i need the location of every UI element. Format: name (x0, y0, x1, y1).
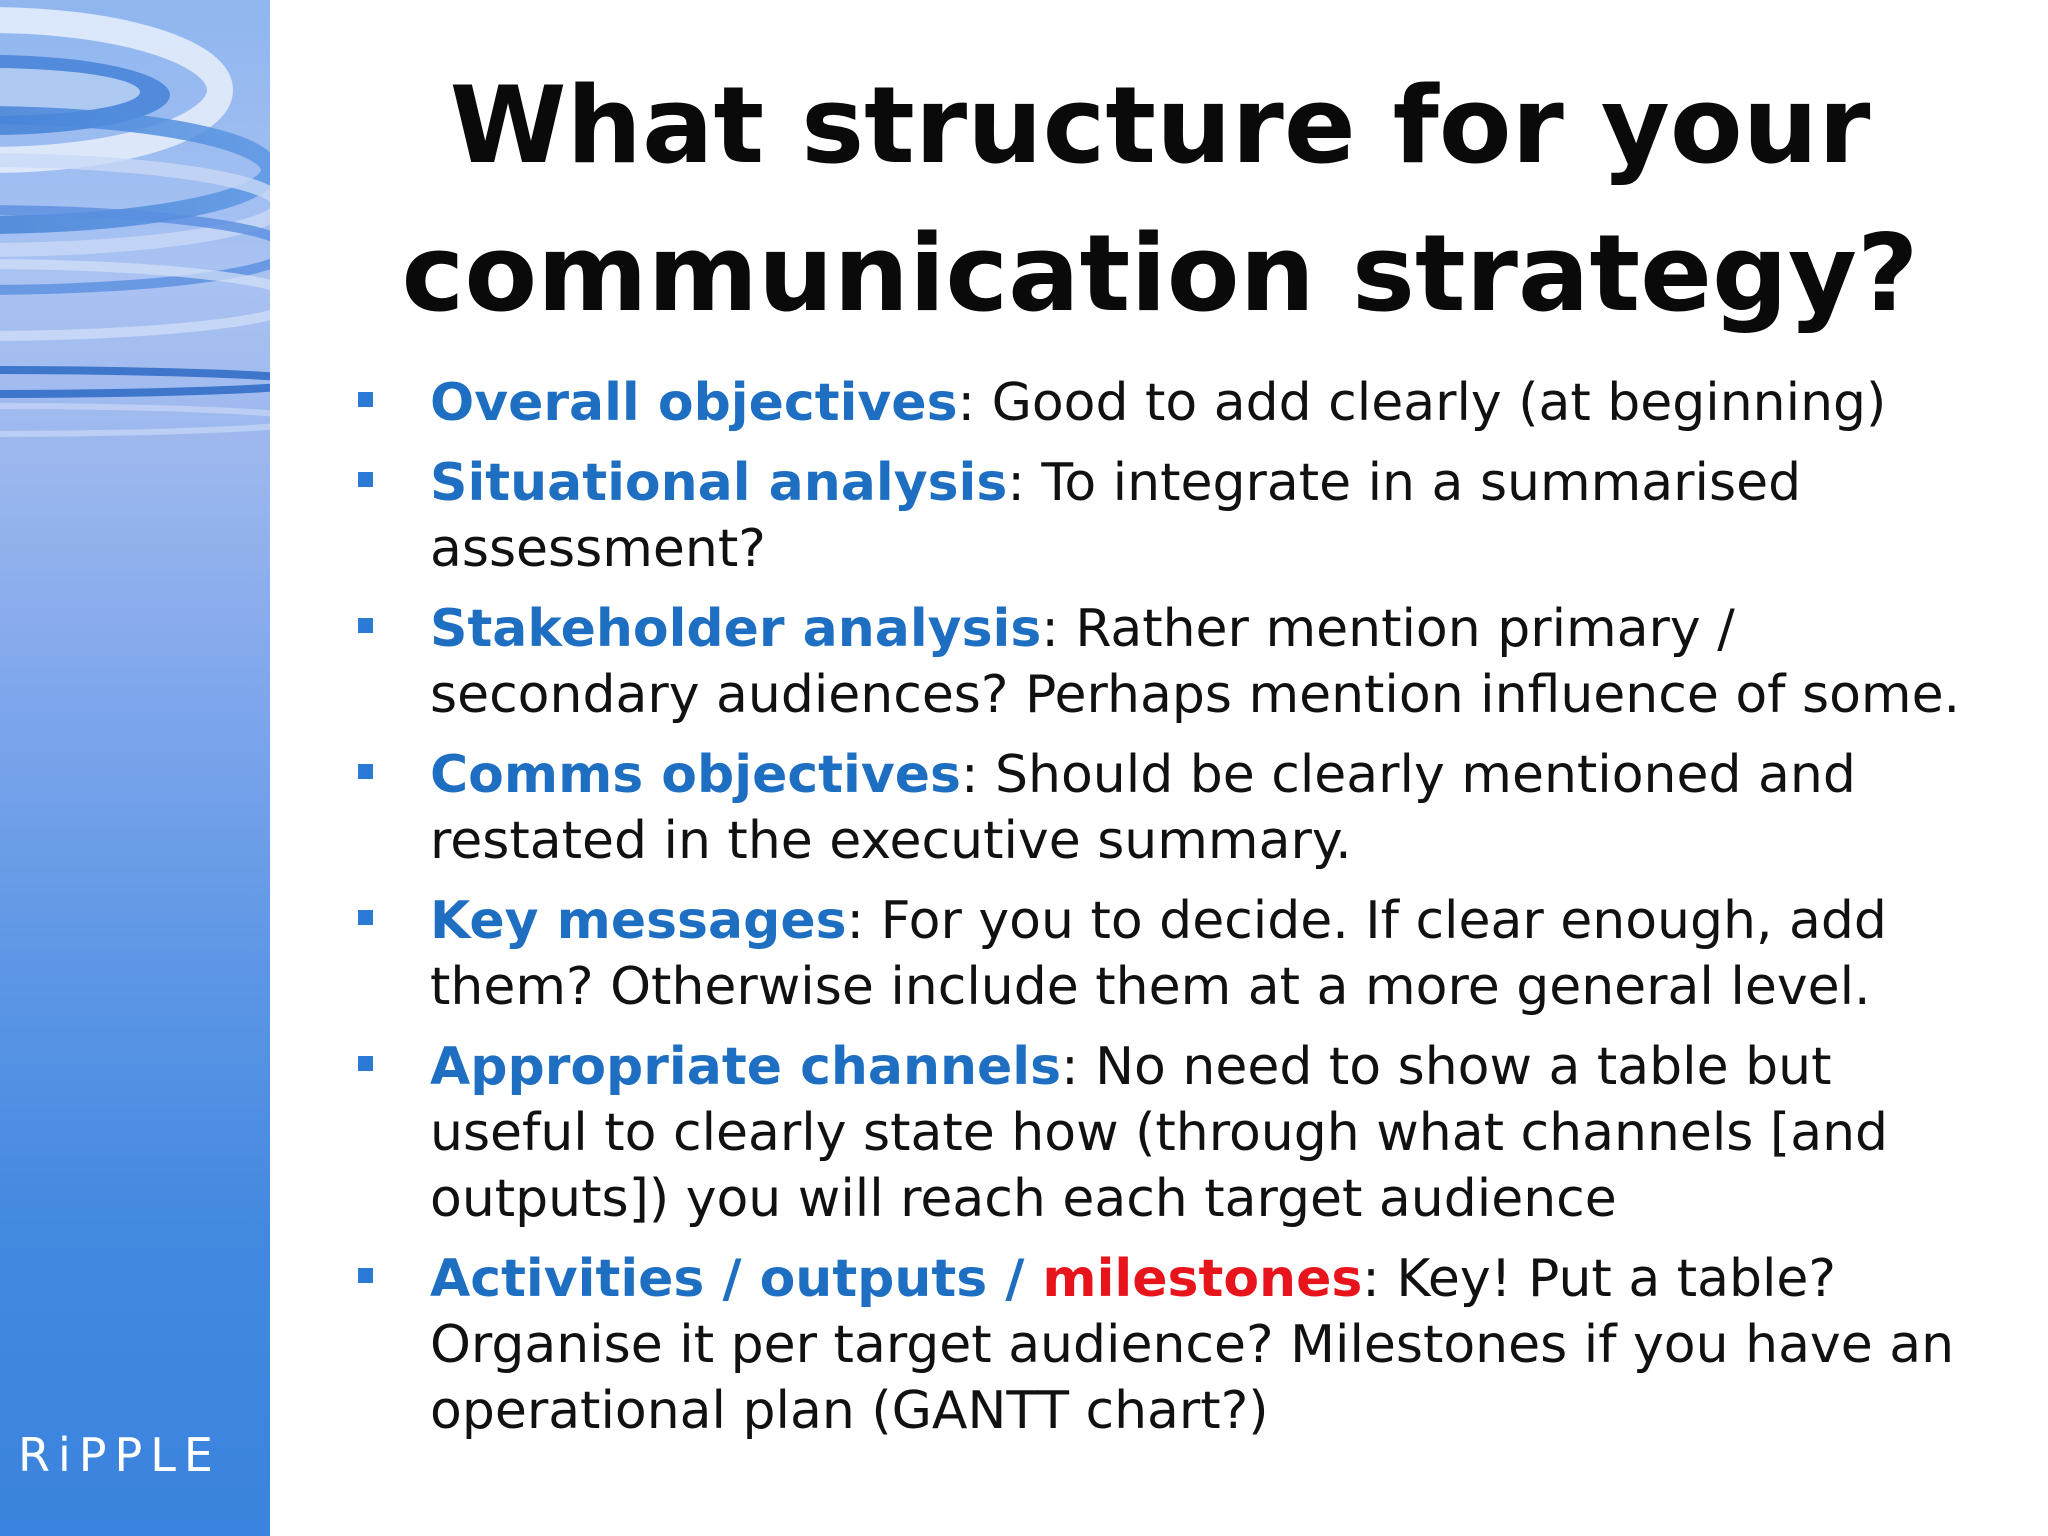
bullet-text: : No need to show a table but useful to clearly state how (through what channels [and outputs]) you will reach each target audience (430, 1037, 1889, 1229)
bullet-square-icon (358, 392, 373, 407)
bullet-text: : Key! Put a table? Organise it per target audience? Milestones if you have an operational plan (GANTT chart?) (430, 1249, 1955, 1441)
bullet-square-icon (358, 910, 373, 925)
bullet-key-term: Stakeholder analysis (430, 599, 1042, 659)
bullet-key-term: Overall objectives (430, 373, 958, 433)
bullet-item-overall-objectives (355, 370, 1995, 436)
bullet-square-icon (358, 764, 373, 779)
bullet-item-appropriate-channels (355, 1034, 1995, 1232)
bullet-key-term: Activities / outputs / (430, 1249, 1043, 1309)
bullet-key-term: Comms objectives (430, 745, 961, 805)
bullet-key-term: Key messages (430, 891, 847, 951)
bullet-list (355, 370, 1995, 1458)
bullet-text: : To integrate in a summarised assessment? (430, 453, 1802, 579)
bullet-text: : Should be clearly mentioned and restated in the executive summary. (430, 745, 1856, 871)
bullet-key-term: Situational analysis (430, 453, 1008, 513)
bullet-key-term-highlight: milestones (1042, 1249, 1363, 1309)
bullet-text: : Rather mention primary / secondary audiences? Perhaps mention influence of some. (430, 599, 1961, 725)
bullet-item-situational-analysis (355, 450, 1995, 582)
bullet-square-icon (358, 1056, 373, 1071)
water-ripple-graphic (0, 0, 270, 1536)
bullet-text: : Good to add clearly (at beginning) (957, 373, 1887, 433)
bullet-key-term: Appropriate channels (430, 1037, 1062, 1097)
ripple-logo: RiPPLE (18, 1428, 221, 1482)
slide-title: What structure for your communication strategy? (401, 64, 1919, 335)
bullet-item-stakeholder-analysis (355, 596, 1995, 728)
bullet-text: : For you to decide. If clear enough, add them? Otherwise include them at a more general level. (430, 891, 1887, 1017)
bullet-item-activities-outputs-milestones (355, 1246, 1995, 1444)
bullet-square-icon (358, 618, 373, 633)
bullet-item-key-messages (355, 888, 1995, 1020)
bullet-square-icon (358, 472, 373, 487)
bullet-square-icon (358, 1268, 373, 1283)
decorative-side-band (0, 0, 270, 1536)
bullet-item-comms-objectives (355, 742, 1995, 874)
